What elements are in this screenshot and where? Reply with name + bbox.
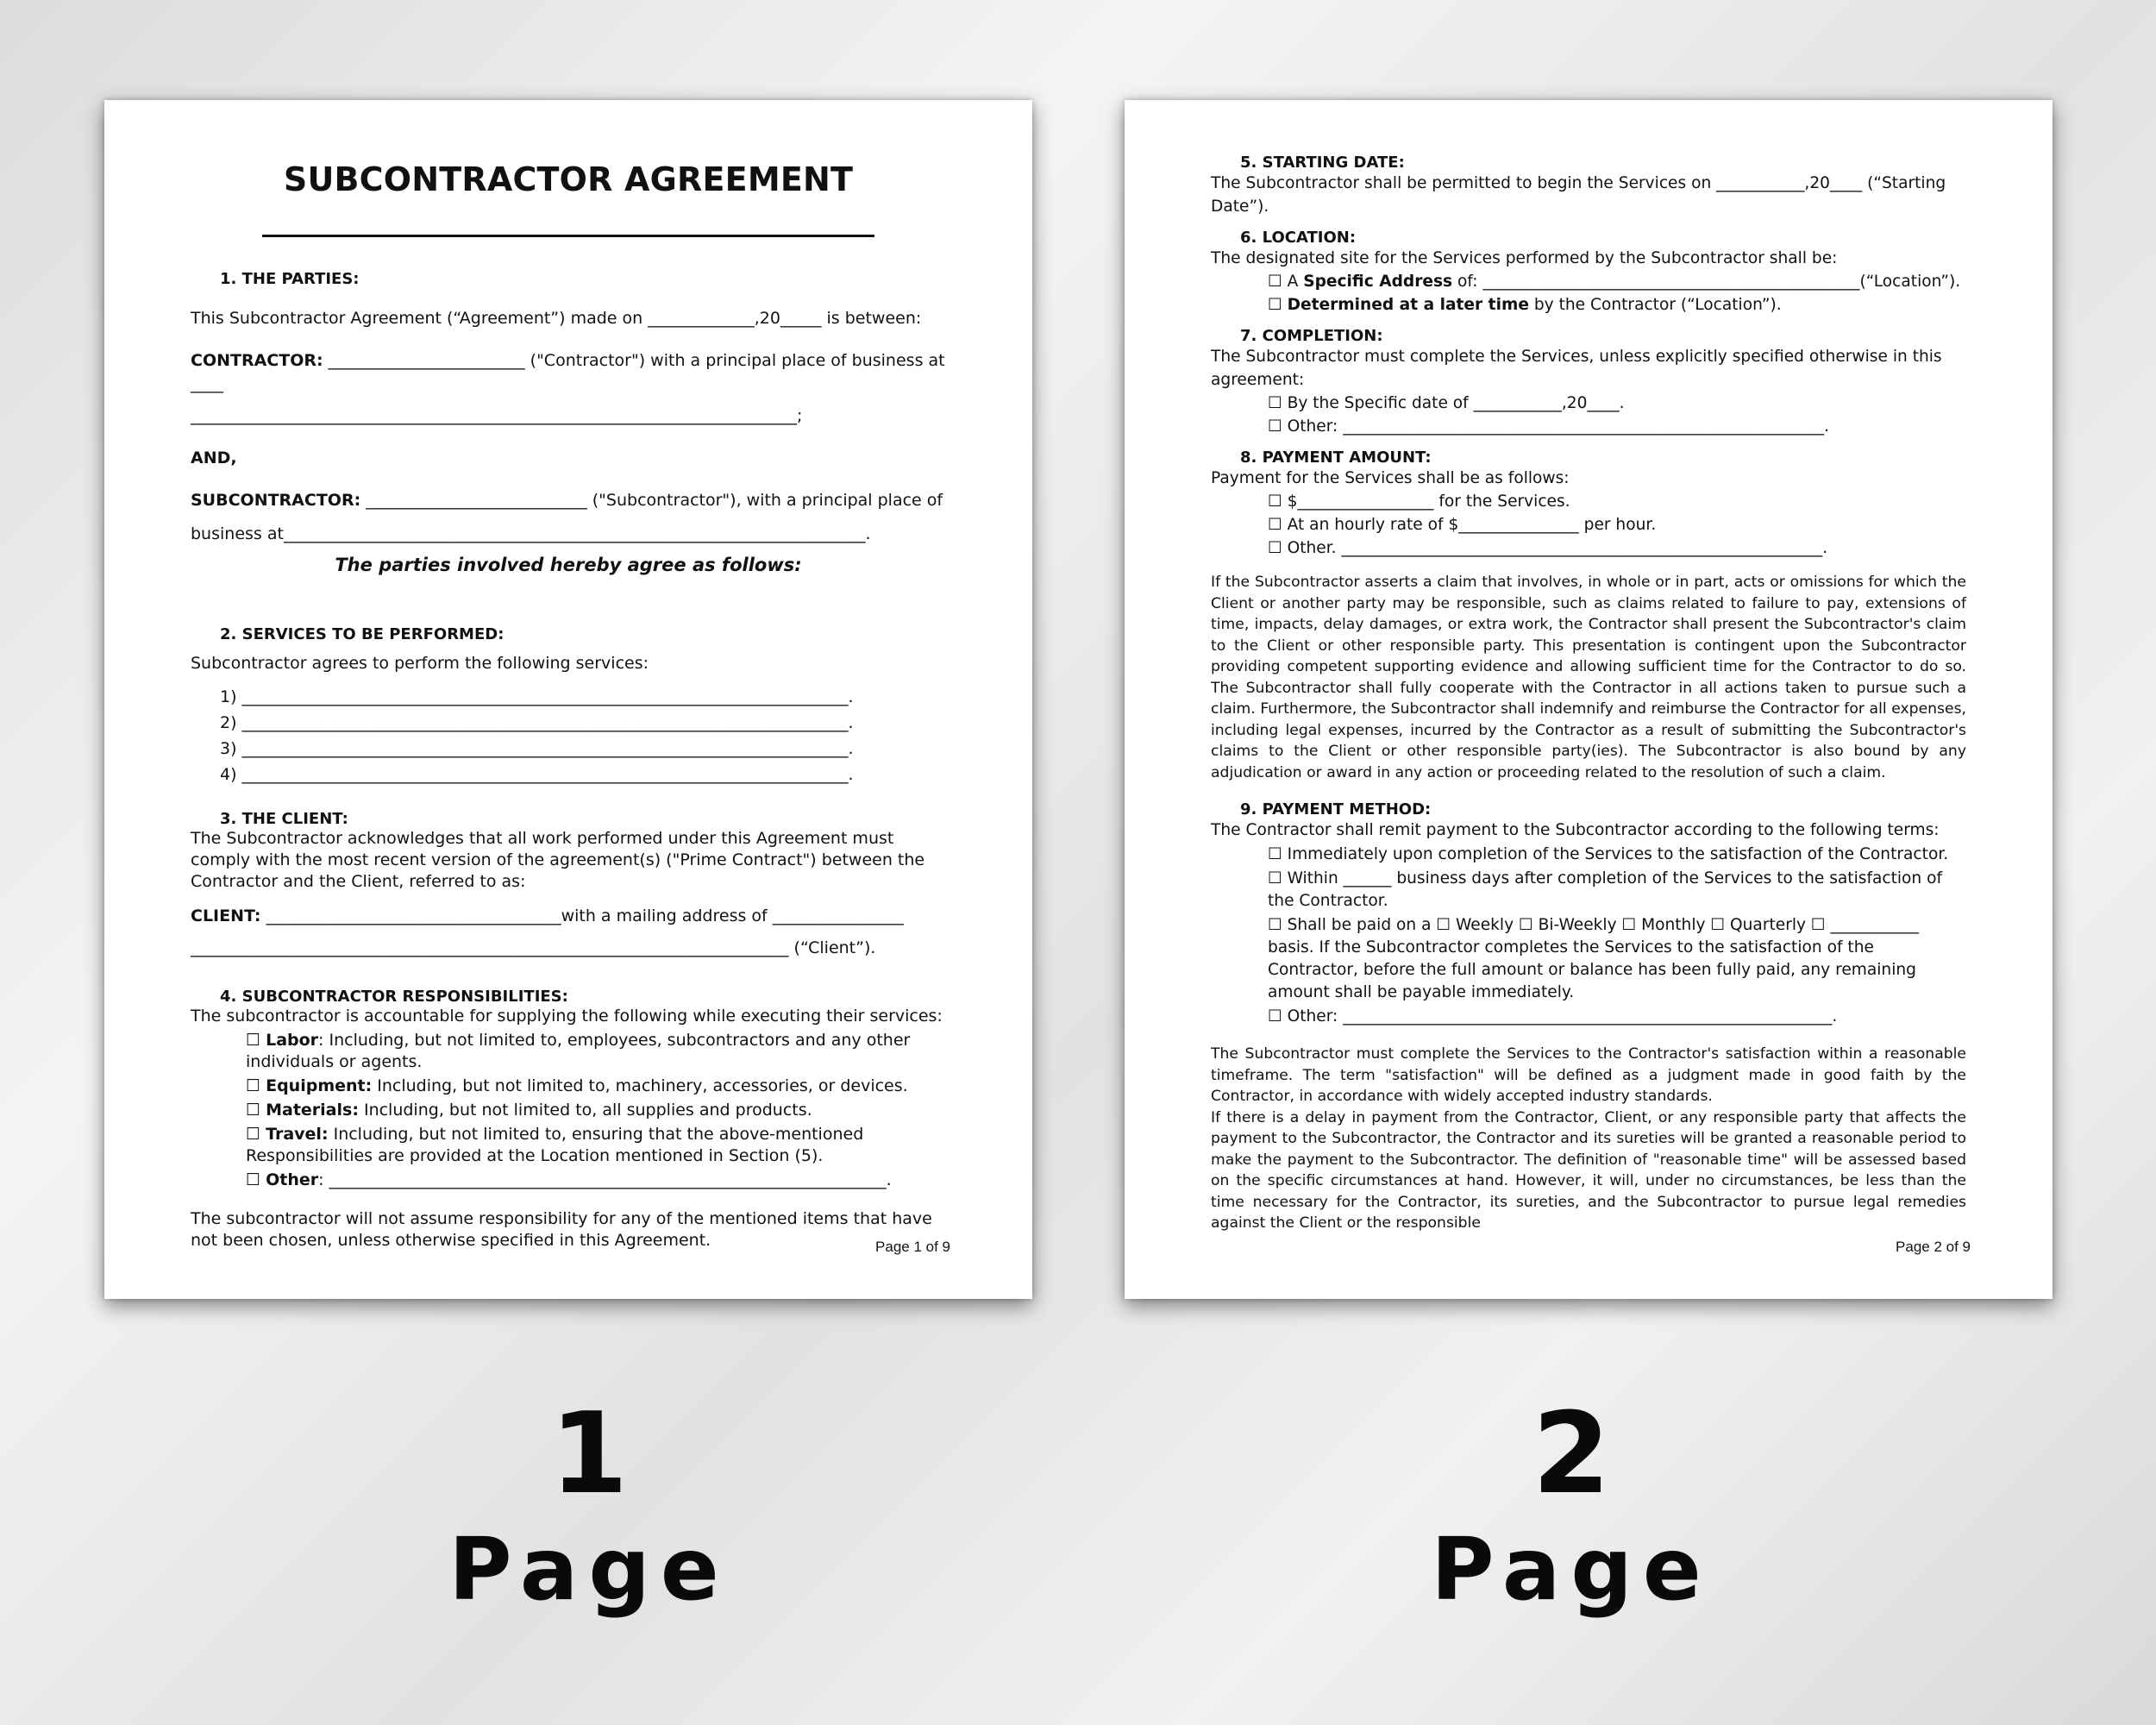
service-item: 2) __________________________________________________________________________.	[220, 713, 854, 732]
payment-method-option[interactable]: ☐ Other: _____________________________________________________________.	[1268, 1007, 1838, 1026]
section-heading-starting-date: 5. STARTING DATE:	[1240, 154, 1405, 172]
page-1-content	[191, 160, 946, 1251]
client-paragraph: The Subcontractor acknowledges that all work performed under this Agreement must comply with the most recent version of the agreement(s) ("Prime Contract") between the Contractor and the Client, referred to as:	[191, 829, 925, 891]
subcontractor-line	[191, 489, 946, 512]
parties-intro: This Subcontractor Agreement (“Agreement”) made on _____________,20_____ is between:	[191, 309, 922, 328]
client-line-2: _________________________________________________________________________ (“Client”).	[191, 938, 876, 957]
responsibilities-closing: The subcontractor will not assume responsibility for any of the mentioned items that have not been chosen, unless otherwise specified in this Agreement.	[191, 1209, 932, 1250]
and-label: AND,	[191, 448, 237, 467]
payment-method-option[interactable]: ☐ Immediately upon completion of the Services to the satisfaction of the Contractor.	[1268, 845, 1949, 863]
page-number: Page 1 of 9	[875, 1239, 950, 1255]
payment-amount-option[interactable]: ☐ $_________________ for the Services.	[1268, 492, 1570, 511]
subcontractor-line-2: business at_______________________________________________________________________.	[191, 524, 871, 543]
document-page-1	[104, 100, 1032, 1299]
payment-method-intro: The Contractor shall remit payment to the Subcontractor according to the following terms:	[1211, 821, 1940, 839]
page-2-number-label: 2	[1532, 1388, 1611, 1519]
responsibilities-intro: The subcontractor is accountable for supplying the following while executing their services:	[191, 1007, 943, 1026]
page-1-number-label: 1	[549, 1388, 629, 1519]
claims-paragraph: If the Subcontractor asserts a claim that involves, in whole or in part, acts or omissions for which the Client or another party may be responsible, such as claims related to failure to pay, extensions of time, impacts, delay damages, or extra work, the Contractor shall present the Subcontractor's claim to the Client or other responsible party. This presentation is contingent upon the Subcontractor providing competent supporting evidence and allowing sufficient time for the Contractor to do so. The Subcontractor shall fully cooperate with the Contractor in all actions taken to pursue such a claim. Furthermore, the Subcontractor shall indemnify and reimburse the Contractor for all expenses, including legal expenses, incurred by the Contractor as a result of submitting the Subcontractor's claims to the Client or other responsible party(ies). The Subcontractor is also bound by any adjudication or award in any action or proceeding related to the resolution of such a claim.	[1211, 574, 1966, 781]
starting-date-text: The Subcontractor shall be permitted to begin the Services on ___________,20____ (“Starting Date”).	[1211, 174, 1946, 216]
checkbox[interactable]: ☐	[246, 1101, 261, 1120]
location-option-later: ☐ Determined at a later time by the Contractor (“Location”).	[1268, 296, 1782, 314]
section-heading-completion: 7. COMPLETION:	[1240, 327, 1383, 345]
service-item: 4) __________________________________________________________________________.	[220, 765, 854, 784]
section-heading-client: 3. THE CLIENT:	[220, 810, 348, 828]
section-heading-payment-amount: 8. PAYMENT AMOUNT:	[1240, 448, 1432, 467]
service-item: 1) __________________________________________________________________________.	[220, 687, 854, 706]
client-text: ____________________________________with a mailing address of ________________	[260, 906, 904, 925]
agreement-statement: The parties involved hereby agree as follows:	[335, 555, 802, 575]
contractor-label: CONTRACTOR:	[191, 351, 323, 370]
responsibilities-list	[191, 1030, 946, 1191]
satisfaction-paragraph: The Subcontractor must complete the Services to the Contractor's satisfaction within a reasonable timeframe. The term "satisfaction" will be defined as a judgment made in good faith by the Contractor, in accordance with widely accepted industry standards.	[1211, 1045, 1966, 1105]
checkbox[interactable]: ☐	[246, 1125, 261, 1144]
responsibility-item-equipment: ☐ Equipment: Including, but not limited to, machinery, accessories, or devices.	[246, 1076, 908, 1095]
subcontractor-text: ___________________________ ("Subcontractor"), with a principal place of	[360, 491, 943, 510]
responsibility-item-materials: ☐ Materials: Including, but not limited to, all supplies and products.	[246, 1101, 812, 1120]
payment-method-option[interactable]: ☐ Within ______ business days after completion of the Services to the satisfaction of the Contractor.	[1268, 869, 1943, 910]
checkbox[interactable]: ☐	[246, 1076, 261, 1095]
checkbox[interactable]: ☐	[246, 1031, 261, 1050]
payment-method-option[interactable]: ☐ Shall be paid on a ☐ Weekly ☐ Bi-Weekly ☐ Monthly ☐ Quarterly ☐ ___________ basis. If the Subcontractor completes the Services to the satisfaction of the Contractor, before the full amount or balance has been fully paid, any remaining amount shall be payable immediately.	[1268, 916, 1919, 1001]
responsibility-item-other: ☐ Other: ____________________________________________________________________.	[246, 1170, 892, 1189]
client-label: CLIENT:	[191, 906, 261, 925]
page-1-word-label: Page	[448, 1519, 730, 1620]
client-line	[191, 905, 946, 928]
page-2-word-label: Page	[1431, 1519, 1712, 1620]
completion-option[interactable]: ☐ By the Specific date of ___________,20____.	[1268, 394, 1625, 412]
section-heading-services: 2. SERVICES TO BE PERFORMED:	[220, 625, 505, 643]
services-intro: Subcontractor agrees to perform the following services:	[191, 654, 649, 673]
title-underline	[262, 235, 874, 237]
checkbox[interactable]: ☐	[246, 1170, 261, 1189]
responsibility-item-travel: ☐ Travel: Including, but not limited to, ensuring that the above-mentioned Responsibilities are provided at the Location mentioned in Section (5).	[246, 1125, 864, 1165]
completion-option[interactable]: ☐ Other: ____________________________________________________________.	[1268, 417, 1829, 436]
contractor-text: ________________________ ("Contractor") with a principal place of business at ____	[191, 351, 945, 393]
contractor-line-2: __________________________________________________________________________;	[191, 406, 803, 425]
section-heading-location: 6. LOCATION:	[1240, 229, 1357, 247]
payment-amount-option[interactable]: ☐ Other. ____________________________________________________________.	[1268, 539, 1828, 557]
services-list	[191, 684, 946, 787]
subcontractor-label: SUBCONTRACTOR:	[191, 491, 361, 510]
payment-amount-intro: Payment for the Services shall be as follows:	[1211, 469, 1570, 487]
delay-paragraph: If there is a delay in payment from the Contractor, Client, or any responsible party that affects the payment to the Subcontractor, the Contractor and its sureties will be granted a reasonable period to make the payment to the Subcontractor. The definition of "reasonable time" will be assessed based on the specific circumstances at hand. However, it will, under no circumstances, be less than the time necessary for the Contractor, its sureties, and the Subcontractor to pursue legal remedies against the Client or the responsible	[1211, 1108, 1966, 1232]
location-intro: The designated site for the Services performed by the Subcontractor shall be:	[1211, 249, 1838, 267]
page-number: Page 2 of 9	[1896, 1239, 1971, 1255]
document-title: SUBCONTRACTOR AGREEMENT	[283, 160, 854, 198]
location-option-specific: ☐ A Specific Address of: _______________________________________________(“Location”).	[1268, 273, 1961, 291]
section-heading-payment-method: 9. PAYMENT METHOD:	[1240, 800, 1432, 819]
document-page-2	[1125, 100, 2053, 1299]
completion-intro: The Subcontractor must complete the Services, unless explicitly specified otherwise in this agreement:	[1211, 348, 1942, 389]
service-item: 3) __________________________________________________________________________.	[220, 739, 854, 758]
responsibility-item-labor: ☐ Labor: Including, but not limited to, employees, subcontractors and any other individuals or agents.	[246, 1031, 911, 1071]
payment-amount-option[interactable]: ☐ At an hourly rate of $_______________ per hour.	[1268, 516, 1657, 534]
section-heading-responsibilities: 4. SUBCONTRACTOR RESPONSIBILITIES:	[220, 988, 568, 1006]
contractor-line	[191, 349, 946, 396]
section-heading-parties: 1. THE PARTIES:	[220, 270, 360, 288]
page-2-content	[1211, 154, 1966, 1234]
